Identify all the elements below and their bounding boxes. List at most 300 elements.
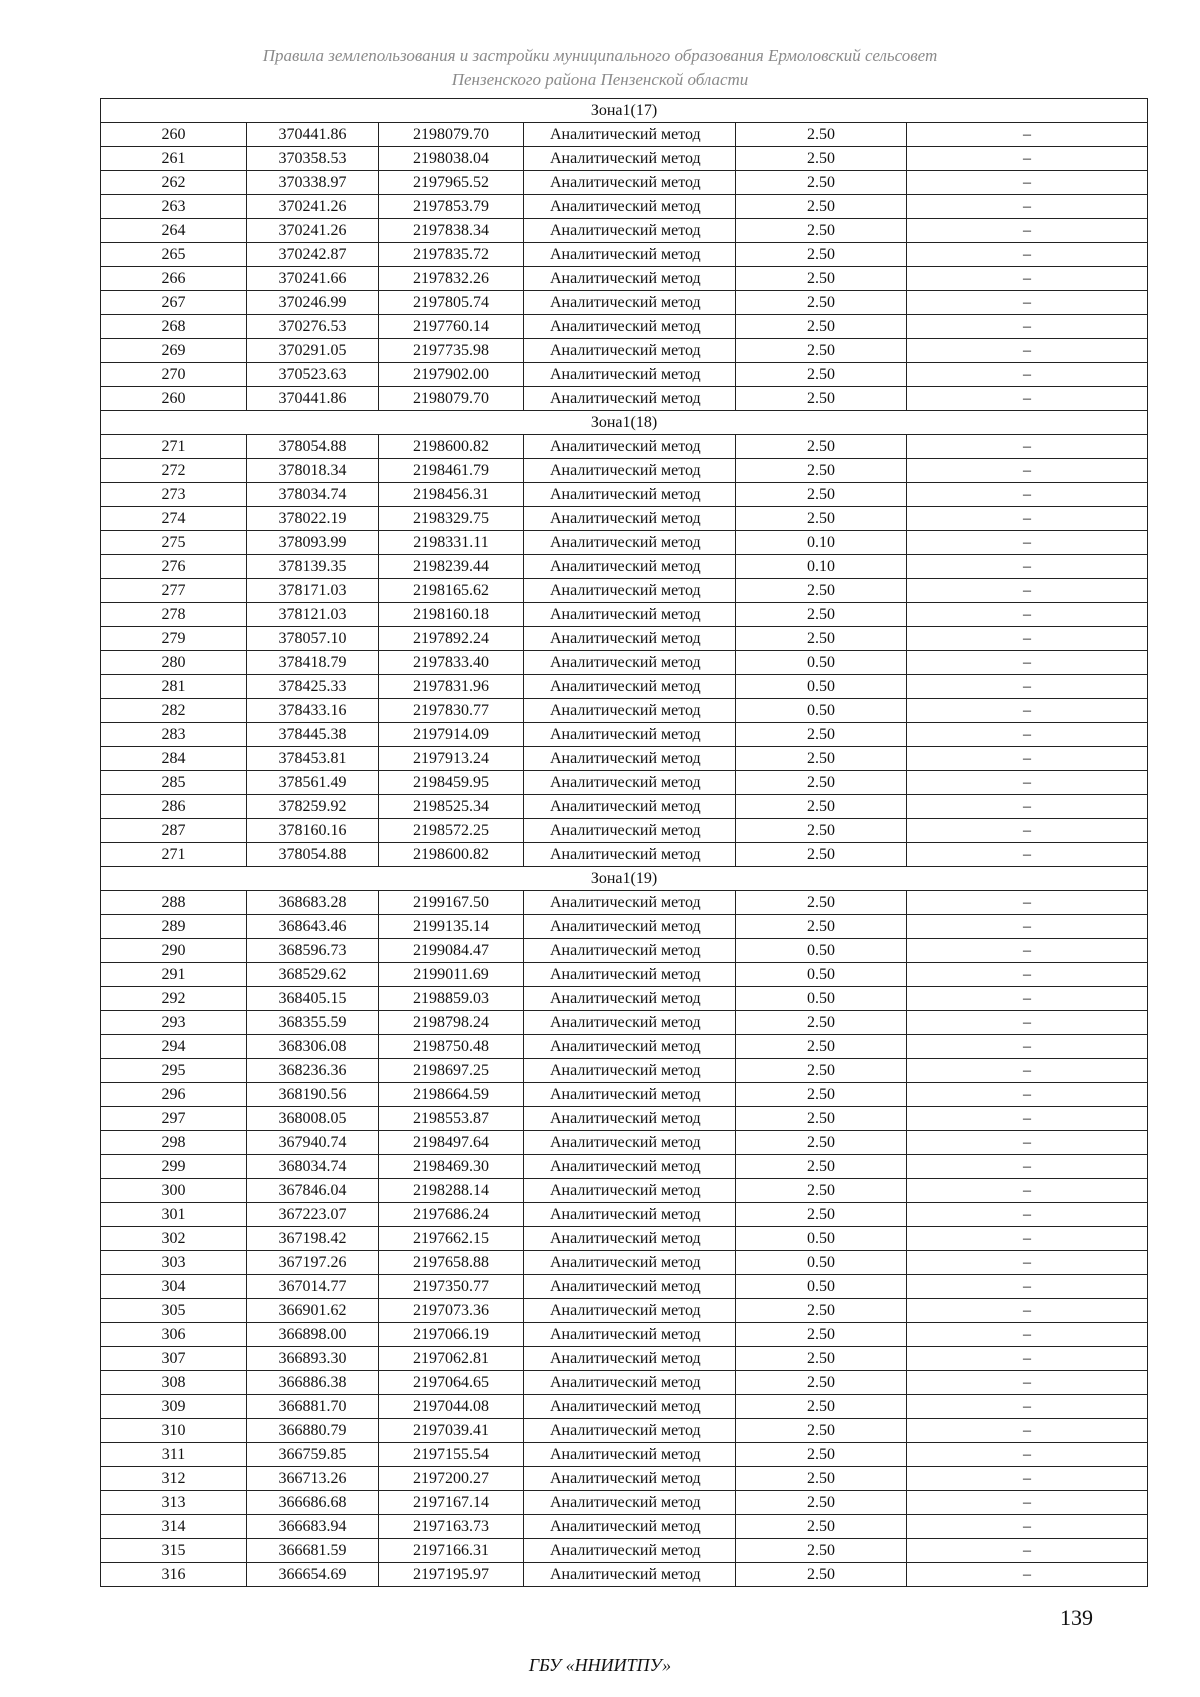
table-row (101, 699, 1148, 723)
y-coordinate-cell: 2197155.54 (379, 1443, 524, 1467)
y-coordinate-cell: 2198288.14 (379, 1179, 524, 1203)
accuracy-cell: 2.50 (736, 291, 907, 315)
method-cell: Аналитический метод (524, 1419, 736, 1443)
note-cell: – (907, 795, 1148, 819)
x-coordinate-cell: 367223.07 (247, 1203, 379, 1227)
accuracy-cell: 0.10 (736, 555, 907, 579)
note-cell: – (907, 939, 1148, 963)
table-row (101, 723, 1148, 747)
point-number-cell: 300 (101, 1179, 247, 1203)
y-coordinate-cell: 2197167.14 (379, 1491, 524, 1515)
table-row (101, 819, 1148, 843)
method-cell: Аналитический метод (524, 819, 736, 843)
x-coordinate-cell: 370241.26 (247, 219, 379, 243)
y-coordinate-cell: 2198600.82 (379, 435, 524, 459)
point-number-cell: 297 (101, 1107, 247, 1131)
note-cell: – (907, 1059, 1148, 1083)
method-cell: Аналитический метод (524, 579, 736, 603)
point-number-cell: 287 (101, 819, 247, 843)
y-coordinate-cell: 2197760.14 (379, 315, 524, 339)
y-coordinate-cell: 2197039.41 (379, 1419, 524, 1443)
accuracy-cell: 2.50 (736, 315, 907, 339)
method-cell: Аналитический метод (524, 1371, 736, 1395)
table-row (101, 747, 1148, 771)
note-cell: – (907, 1323, 1148, 1347)
accuracy-cell: 2.50 (736, 747, 907, 771)
note-cell: – (907, 123, 1148, 147)
accuracy-cell: 2.50 (736, 387, 907, 411)
x-coordinate-cell: 366654.69 (247, 1563, 379, 1587)
x-coordinate-cell: 378445.38 (247, 723, 379, 747)
point-number-cell: 272 (101, 459, 247, 483)
method-cell: Аналитический метод (524, 315, 736, 339)
method-cell: Аналитический метод (524, 147, 736, 171)
table-row (101, 171, 1148, 195)
x-coordinate-cell: 368306.08 (247, 1035, 379, 1059)
x-coordinate-cell: 370291.05 (247, 339, 379, 363)
x-coordinate-cell: 366898.00 (247, 1323, 379, 1347)
accuracy-cell: 2.50 (736, 1179, 907, 1203)
table-row (101, 1011, 1148, 1035)
accuracy-cell: 2.50 (736, 1539, 907, 1563)
table-row (101, 531, 1148, 555)
note-cell: – (907, 579, 1148, 603)
point-number-cell: 276 (101, 555, 247, 579)
method-cell: Аналитический метод (524, 291, 736, 315)
y-coordinate-cell: 2198456.31 (379, 483, 524, 507)
table-row (101, 915, 1148, 939)
method-cell: Аналитический метод (524, 531, 736, 555)
note-cell: – (907, 1563, 1148, 1587)
accuracy-cell: 2.50 (736, 579, 907, 603)
method-cell: Аналитический метод (524, 699, 736, 723)
method-cell: Аналитический метод (524, 915, 736, 939)
x-coordinate-cell: 366683.94 (247, 1515, 379, 1539)
table-row (101, 1035, 1148, 1059)
accuracy-cell: 2.50 (736, 1131, 907, 1155)
accuracy-cell: 0.50 (736, 1275, 907, 1299)
table-row (101, 1443, 1148, 1467)
note-cell: – (907, 1035, 1148, 1059)
point-number-cell: 303 (101, 1251, 247, 1275)
method-cell: Аналитический метод (524, 339, 736, 363)
y-coordinate-cell: 2198165.62 (379, 579, 524, 603)
accuracy-cell: 2.50 (736, 1107, 907, 1131)
point-number-cell: 293 (101, 1011, 247, 1035)
point-number-cell: 307 (101, 1347, 247, 1371)
y-coordinate-cell: 2197965.52 (379, 171, 524, 195)
point-number-cell: 260 (101, 387, 247, 411)
point-number-cell: 299 (101, 1155, 247, 1179)
table-row (101, 483, 1148, 507)
accuracy-cell: 2.50 (736, 1371, 907, 1395)
x-coordinate-cell: 378171.03 (247, 579, 379, 603)
point-number-cell: 274 (101, 507, 247, 531)
x-coordinate-cell: 370246.99 (247, 291, 379, 315)
y-coordinate-cell: 2199135.14 (379, 915, 524, 939)
note-cell: – (907, 1515, 1148, 1539)
coordinates-table-body (101, 99, 1148, 1587)
table-row (101, 363, 1148, 387)
method-cell: Аналитический метод (524, 939, 736, 963)
point-number-cell: 275 (101, 531, 247, 555)
x-coordinate-cell: 378022.19 (247, 507, 379, 531)
accuracy-cell: 2.50 (736, 435, 907, 459)
note-cell: – (907, 459, 1148, 483)
x-coordinate-cell: 370441.86 (247, 387, 379, 411)
x-coordinate-cell: 366881.70 (247, 1395, 379, 1419)
accuracy-cell: 0.50 (736, 675, 907, 699)
table-row (101, 651, 1148, 675)
method-cell: Аналитический метод (524, 771, 736, 795)
x-coordinate-cell: 367198.42 (247, 1227, 379, 1251)
point-number-cell: 271 (101, 843, 247, 867)
method-cell: Аналитический метод (524, 1443, 736, 1467)
x-coordinate-cell: 378160.16 (247, 819, 379, 843)
point-number-cell: 302 (101, 1227, 247, 1251)
x-coordinate-cell: 378054.88 (247, 435, 379, 459)
table-row (101, 1419, 1148, 1443)
table-row (101, 339, 1148, 363)
table-row (101, 1059, 1148, 1083)
method-cell: Аналитический метод (524, 1227, 736, 1251)
y-coordinate-cell: 2198664.59 (379, 1083, 524, 1107)
y-coordinate-cell: 2197914.09 (379, 723, 524, 747)
x-coordinate-cell: 378259.92 (247, 795, 379, 819)
accuracy-cell: 2.50 (736, 1563, 907, 1587)
accuracy-cell: 2.50 (736, 219, 907, 243)
accuracy-cell: 2.50 (736, 1443, 907, 1467)
x-coordinate-cell: 366893.30 (247, 1347, 379, 1371)
accuracy-cell: 2.50 (736, 459, 907, 483)
x-coordinate-cell: 368034.74 (247, 1155, 379, 1179)
table-row (101, 1107, 1148, 1131)
x-coordinate-cell: 378139.35 (247, 555, 379, 579)
x-coordinate-cell: 367197.26 (247, 1251, 379, 1275)
x-coordinate-cell: 368008.05 (247, 1107, 379, 1131)
table-row (101, 627, 1148, 651)
method-cell: Аналитический метод (524, 459, 736, 483)
note-cell: – (907, 1227, 1148, 1251)
note-cell: – (907, 627, 1148, 651)
note-cell: – (907, 723, 1148, 747)
note-cell: – (907, 891, 1148, 915)
accuracy-cell: 2.50 (736, 483, 907, 507)
coordinates-table (100, 98, 1148, 1587)
y-coordinate-cell: 2197066.19 (379, 1323, 524, 1347)
y-coordinate-cell: 2198079.70 (379, 123, 524, 147)
y-coordinate-cell: 2197805.74 (379, 291, 524, 315)
note-cell: – (907, 1443, 1148, 1467)
point-number-cell: 289 (101, 915, 247, 939)
x-coordinate-cell: 370441.86 (247, 123, 379, 147)
x-coordinate-cell: 366686.68 (247, 1491, 379, 1515)
note-cell: – (907, 819, 1148, 843)
accuracy-cell: 2.50 (736, 1011, 907, 1035)
method-cell: Аналитический метод (524, 363, 736, 387)
point-number-cell: 314 (101, 1515, 247, 1539)
point-number-cell: 278 (101, 603, 247, 627)
y-coordinate-cell: 2199011.69 (379, 963, 524, 987)
method-cell: Аналитический метод (524, 963, 736, 987)
table-row (101, 147, 1148, 171)
x-coordinate-cell: 368236.36 (247, 1059, 379, 1083)
accuracy-cell: 2.50 (736, 843, 907, 867)
method-cell: Аналитический метод (524, 483, 736, 507)
method-cell: Аналитический метод (524, 387, 736, 411)
accuracy-cell: 2.50 (736, 1395, 907, 1419)
x-coordinate-cell: 367940.74 (247, 1131, 379, 1155)
point-number-cell: 301 (101, 1203, 247, 1227)
accuracy-cell: 2.50 (736, 819, 907, 843)
point-number-cell: 277 (101, 579, 247, 603)
table-row (101, 579, 1148, 603)
y-coordinate-cell: 2198329.75 (379, 507, 524, 531)
y-coordinate-cell: 2197832.26 (379, 267, 524, 291)
accuracy-cell: 2.50 (736, 1203, 907, 1227)
y-coordinate-cell: 2197044.08 (379, 1395, 524, 1419)
point-number-cell: 312 (101, 1467, 247, 1491)
note-cell: – (907, 171, 1148, 195)
y-coordinate-cell: 2198079.70 (379, 387, 524, 411)
note-cell: – (907, 1395, 1148, 1419)
x-coordinate-cell: 378418.79 (247, 651, 379, 675)
accuracy-cell: 0.50 (736, 987, 907, 1011)
y-coordinate-cell: 2197662.15 (379, 1227, 524, 1251)
x-coordinate-cell: 378433.16 (247, 699, 379, 723)
table-row (101, 1323, 1148, 1347)
table-row (101, 123, 1148, 147)
y-coordinate-cell: 2197892.24 (379, 627, 524, 651)
zone-title: Зона1(18) (101, 411, 1148, 435)
method-cell: Аналитический метод (524, 1083, 736, 1107)
y-coordinate-cell: 2197838.34 (379, 219, 524, 243)
accuracy-cell: 2.50 (736, 627, 907, 651)
table-row (101, 459, 1148, 483)
accuracy-cell: 2.50 (736, 363, 907, 387)
point-number-cell: 281 (101, 675, 247, 699)
point-number-cell: 268 (101, 315, 247, 339)
point-number-cell: 298 (101, 1131, 247, 1155)
y-coordinate-cell: 2198798.24 (379, 1011, 524, 1035)
y-coordinate-cell: 2198750.48 (379, 1035, 524, 1059)
x-coordinate-cell: 368529.62 (247, 963, 379, 987)
point-number-cell: 269 (101, 339, 247, 363)
y-coordinate-cell: 2198160.18 (379, 603, 524, 627)
point-number-cell: 285 (101, 771, 247, 795)
table-row (101, 1347, 1148, 1371)
table-row (101, 1563, 1148, 1587)
table-row (101, 1131, 1148, 1155)
point-number-cell: 264 (101, 219, 247, 243)
accuracy-cell: 2.50 (736, 891, 907, 915)
table-row (101, 291, 1148, 315)
x-coordinate-cell: 366681.59 (247, 1539, 379, 1563)
note-cell: – (907, 1347, 1148, 1371)
note-cell: – (907, 1539, 1148, 1563)
point-number-cell: 305 (101, 1299, 247, 1323)
accuracy-cell: 2.50 (736, 507, 907, 531)
y-coordinate-cell: 2199167.50 (379, 891, 524, 915)
note-cell: – (907, 1107, 1148, 1131)
y-coordinate-cell: 2198038.04 (379, 147, 524, 171)
note-cell: – (907, 1131, 1148, 1155)
y-coordinate-cell: 2197853.79 (379, 195, 524, 219)
y-coordinate-cell: 2197913.24 (379, 747, 524, 771)
table-row (101, 843, 1148, 867)
table-row (101, 1275, 1148, 1299)
note-cell: – (907, 987, 1148, 1011)
accuracy-cell: 2.50 (736, 171, 907, 195)
method-cell: Аналитический метод (524, 1347, 736, 1371)
header-line-2: Пензенского района Пензенской области (451, 70, 749, 89)
point-number-cell: 315 (101, 1539, 247, 1563)
method-cell: Аналитический метод (524, 1323, 736, 1347)
table-row (101, 1203, 1148, 1227)
x-coordinate-cell: 368355.59 (247, 1011, 379, 1035)
point-number-cell: 310 (101, 1419, 247, 1443)
x-coordinate-cell: 378561.49 (247, 771, 379, 795)
x-coordinate-cell: 378093.99 (247, 531, 379, 555)
method-cell: Аналитический метод (524, 1563, 736, 1587)
y-coordinate-cell: 2197195.97 (379, 1563, 524, 1587)
note-cell: – (907, 651, 1148, 675)
table-row (101, 675, 1148, 699)
x-coordinate-cell: 368596.73 (247, 939, 379, 963)
method-cell: Аналитический метод (524, 1155, 736, 1179)
y-coordinate-cell: 2197350.77 (379, 1275, 524, 1299)
x-coordinate-cell: 366901.62 (247, 1299, 379, 1323)
accuracy-cell: 2.50 (736, 1419, 907, 1443)
x-coordinate-cell: 366880.79 (247, 1419, 379, 1443)
page-header (0, 44, 1200, 92)
note-cell: – (907, 483, 1148, 507)
accuracy-cell: 0.10 (736, 531, 907, 555)
table-row (101, 603, 1148, 627)
point-number-cell: 270 (101, 363, 247, 387)
table-row (101, 1155, 1148, 1179)
accuracy-cell: 2.50 (736, 1323, 907, 1347)
method-cell: Аналитический метод (524, 1299, 736, 1323)
method-cell: Аналитический метод (524, 1491, 736, 1515)
method-cell: Аналитический метод (524, 1179, 736, 1203)
note-cell: – (907, 507, 1148, 531)
accuracy-cell: 2.50 (736, 339, 907, 363)
accuracy-cell: 2.50 (736, 1059, 907, 1083)
y-coordinate-cell: 2199084.47 (379, 939, 524, 963)
accuracy-cell: 0.50 (736, 939, 907, 963)
note-cell: – (907, 1203, 1148, 1227)
point-number-cell: 260 (101, 123, 247, 147)
point-number-cell: 294 (101, 1035, 247, 1059)
note-cell: – (907, 843, 1148, 867)
note-cell: – (907, 387, 1148, 411)
method-cell: Аналитический метод (524, 195, 736, 219)
y-coordinate-cell: 2198525.34 (379, 795, 524, 819)
note-cell: – (907, 531, 1148, 555)
method-cell: Аналитический метод (524, 603, 736, 627)
point-number-cell: 267 (101, 291, 247, 315)
x-coordinate-cell: 378453.81 (247, 747, 379, 771)
accuracy-cell: 2.50 (736, 1491, 907, 1515)
note-cell: – (907, 147, 1148, 171)
x-coordinate-cell: 368190.56 (247, 1083, 379, 1107)
y-coordinate-cell: 2197064.65 (379, 1371, 524, 1395)
method-cell: Аналитический метод (524, 435, 736, 459)
y-coordinate-cell: 2197831.96 (379, 675, 524, 699)
method-cell: Аналитический метод (524, 555, 736, 579)
x-coordinate-cell: 367014.77 (247, 1275, 379, 1299)
point-number-cell: 290 (101, 939, 247, 963)
table-row (101, 555, 1148, 579)
point-number-cell: 292 (101, 987, 247, 1011)
table-row (101, 387, 1148, 411)
point-number-cell: 288 (101, 891, 247, 915)
note-cell: – (907, 1275, 1148, 1299)
table-row (101, 195, 1148, 219)
table-row (101, 939, 1148, 963)
y-coordinate-cell: 2197200.27 (379, 1467, 524, 1491)
x-coordinate-cell: 378034.74 (247, 483, 379, 507)
table-row (101, 771, 1148, 795)
accuracy-cell: 0.50 (736, 963, 907, 987)
table-row (101, 219, 1148, 243)
method-cell: Аналитический метод (524, 651, 736, 675)
point-number-cell: 266 (101, 267, 247, 291)
x-coordinate-cell: 366759.85 (247, 1443, 379, 1467)
page-footer: ГБУ «ННИИТПУ» (528, 1655, 672, 1675)
x-coordinate-cell: 370241.66 (247, 267, 379, 291)
y-coordinate-cell: 2197073.36 (379, 1299, 524, 1323)
method-cell: Аналитический метод (524, 891, 736, 915)
accuracy-cell: 0.50 (736, 1251, 907, 1275)
zone-title: Зона1(17) (101, 99, 1148, 123)
note-cell: – (907, 963, 1148, 987)
accuracy-cell: 2.50 (736, 1347, 907, 1371)
method-cell: Аналитический метод (524, 627, 736, 651)
y-coordinate-cell: 2198239.44 (379, 555, 524, 579)
note-cell: – (907, 915, 1148, 939)
table-row (101, 243, 1148, 267)
accuracy-cell: 2.50 (736, 123, 907, 147)
x-coordinate-cell: 370276.53 (247, 315, 379, 339)
method-cell: Аналитический метод (524, 747, 736, 771)
accuracy-cell: 2.50 (736, 795, 907, 819)
method-cell: Аналитический метод (524, 267, 736, 291)
method-cell: Аналитический метод (524, 1539, 736, 1563)
note-cell: – (907, 267, 1148, 291)
y-coordinate-cell: 2197735.98 (379, 339, 524, 363)
x-coordinate-cell: 370241.26 (247, 195, 379, 219)
note-cell: – (907, 243, 1148, 267)
point-number-cell: 280 (101, 651, 247, 675)
x-coordinate-cell: 378054.88 (247, 843, 379, 867)
note-cell: – (907, 1011, 1148, 1035)
table-row (101, 1395, 1148, 1419)
note-cell: – (907, 435, 1148, 459)
x-coordinate-cell: 368405.15 (247, 987, 379, 1011)
y-coordinate-cell: 2198331.11 (379, 531, 524, 555)
accuracy-cell: 2.50 (736, 1083, 907, 1107)
y-coordinate-cell: 2198859.03 (379, 987, 524, 1011)
accuracy-cell: 2.50 (736, 1467, 907, 1491)
y-coordinate-cell: 2198497.64 (379, 1131, 524, 1155)
y-coordinate-cell: 2197686.24 (379, 1203, 524, 1227)
point-number-cell: 279 (101, 627, 247, 651)
note-cell: – (907, 1467, 1148, 1491)
y-coordinate-cell: 2197166.31 (379, 1539, 524, 1563)
note-cell: – (907, 675, 1148, 699)
